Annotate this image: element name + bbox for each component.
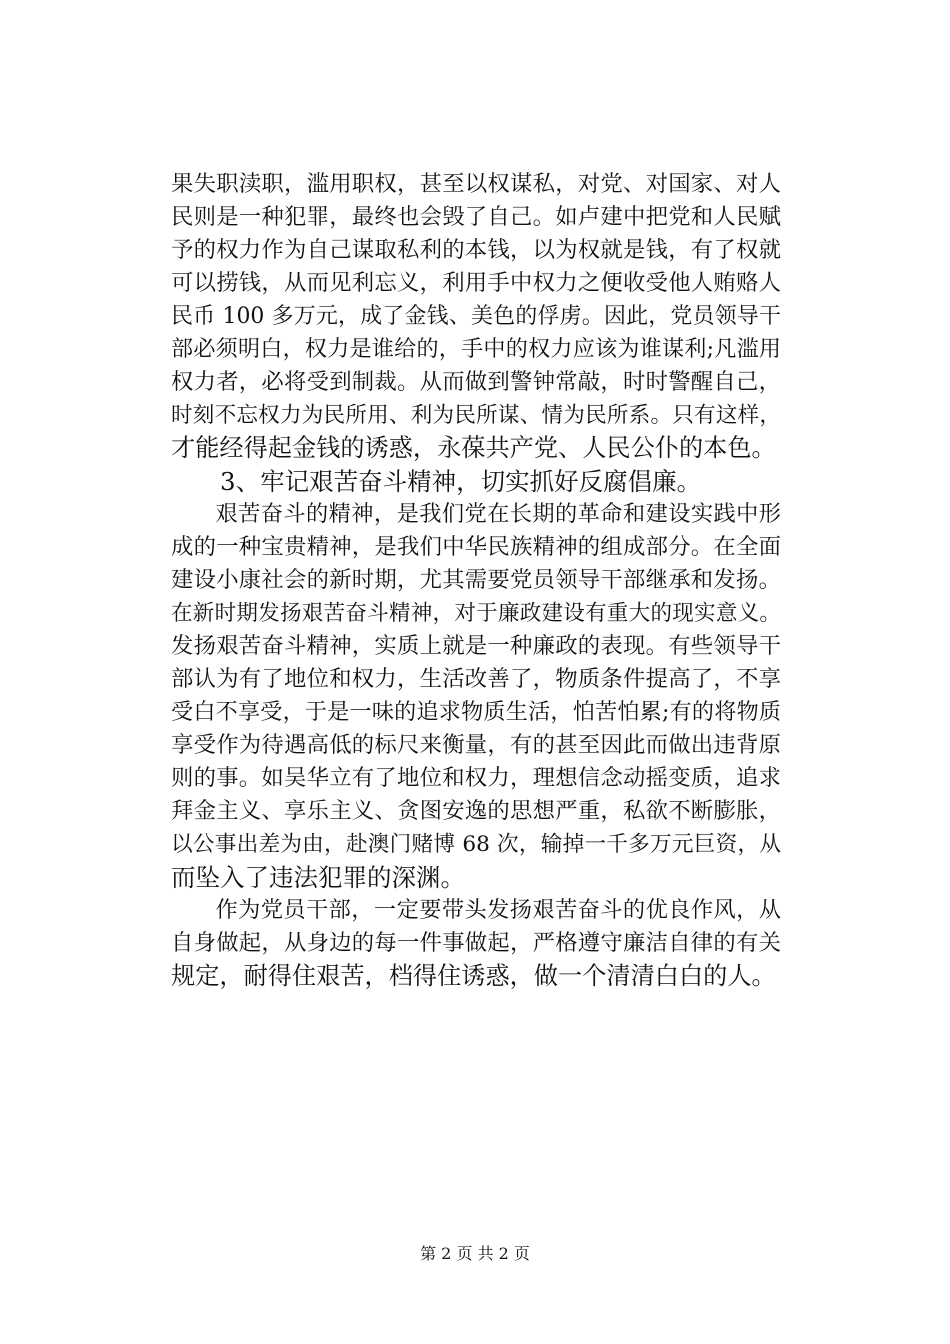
text-line: 才能经得起金钱的诱惑，永葆共产党、人民公仆的本色。 [171,434,776,462]
text-line: 以公事出差为由，赴澳门赌博 68 次，输掉一千多万元巨资，从 [171,832,781,857]
text-line: 予的权力作为自己谋取私利的本钱，以为权就是钱，有了权就 [171,237,781,263]
text-line: 民则是一种犯罪，最终也会毁了自己。如卢建中把党和人民赋 [171,204,781,230]
document-body [171,168,781,993]
text-line: 享受作为待遇高低的标尺来衡量，有的甚至因此而做出违背原 [171,732,781,758]
text-line: 3、牢记艰苦奋斗精神，切实抓好反腐倡廉。 [220,467,702,496]
text-line: 建设小康社会的新时期，尤其需要党员领导干部继承和发扬。 [171,567,781,593]
text-line: 拜金主义、享乐主义、贪图安逸的思想严重，私欲不断膨胀， [171,798,781,824]
page-footer: 第 2 页 共 2 页 [420,1244,530,1263]
text-line: 权力者，必将受到制裁。从而做到警钟常敲，时时警醒自己， [171,369,781,395]
text-line: 民币 100 多万元，成了金钱、美色的俘虏。因此，党员领导干 [171,304,781,329]
text-line: 发扬艰苦奋斗精神，实质上就是一种廉政的表现。有些领导干 [171,633,781,659]
text-line: 时刻不忘权力为民所用、利为民所谋、情为民所系。只有这样， [171,403,781,428]
text-line: 则的事。如吴华立有了地位和权力，理想信念动摇变质，追求 [171,765,781,791]
text-line: 作为党员干部，一定要带头发扬艰苦奋斗的优良作风，从 [215,897,781,923]
text-line: 部必须明白，权力是谁给的，手中的权力应该为谁谋利;凡滥用 [171,336,781,362]
text-line: 成的一种宝贵精神，是我们中华民族精神的组成部分。在全面 [171,534,781,560]
text-line: 而坠入了违法犯罪的深渊。 [171,863,465,892]
text-line: 部认为有了地位和权力，生活改善了，物质条件提高了，不享 [171,666,781,692]
text-line: 自身做起，从身边的每一件事做起，严格遵守廉洁自律的有关 [171,930,781,956]
text-line: 果失职渎职，滥用职权，甚至以权谋私，对党、对国家、对人 [171,171,781,197]
text-line: 受白不享受，于是一味的追求物质生活，怕苦怕累;有的将物质 [171,699,781,725]
text-line: 规定，耐得住艰苦，档得住诱惑，做一个清清白白的人。 [171,962,776,990]
text-line: 可以捞钱，从而见利忘义，利用手中权力之便收受他人贿赂人 [171,270,781,296]
text-line: 艰苦奋斗的精神，是我们党在长期的革命和建设实践中形 [215,501,781,527]
text-line: 在新时期发扬艰苦奋斗精神，对于廉政建设有重大的现实意义。 [171,601,781,626]
